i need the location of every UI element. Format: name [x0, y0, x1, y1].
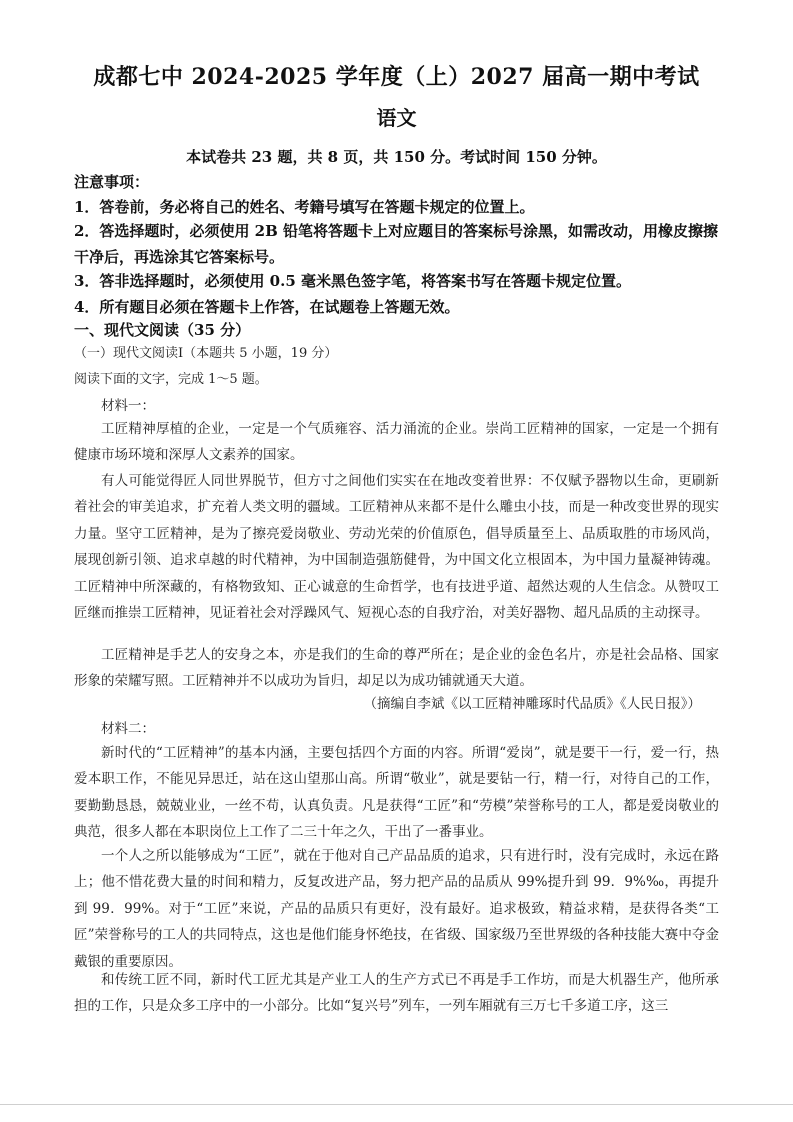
material-1-source: （摘编自李斌《以工匠精神雕琢时代品质》《人民日报》）: [363, 696, 701, 712]
sub-section-heading: （一）现代文阅读Ⅰ（本题共 5 小题，19 分）: [74, 346, 338, 361]
footer-divider: [0, 1104, 793, 1105]
section-heading: 一、现代文阅读（35 分）: [74, 321, 251, 339]
reading-instruction: 阅读下面的文字，完成 1～5 题。: [74, 372, 268, 387]
exam-title: 成都七中 2024-2025 学年度（上）2027 届高一期中考试: [93, 64, 700, 90]
material-2-label: 材料二：: [101, 721, 155, 737]
material-1-paragraph-2: 有人可能觉得匠人同世界脱节，但方寸之间他们实实在在地改变着世界：不仅赋予器物以生命，更刷新着社会的审美追求，扩充着人类文明的疆域。工匠精神从来都不是什么雕虫小技，而是一种改变世界的现实力量。坚守工匠精神，是为了擦亮爱岗敬业、劳动光荣的价值原色，倡导质量至上、品质取胜的市场风尚，展现创新引领、追求卓越的时代精神，为中国制造强筋健骨，为中国文化立根固本，为中国力量凝神铸魂。工匠精神中所深藏的，有格物致知、正心诚意的生命哲学，也有技进乎道、超然达观的人生信念。从赞叹工匠继而推崇工匠精神，见证着社会对浮躁风气、短视心态的自我疗治，对美好器物、超凡品质的主动探寻。: [74, 473, 719, 622]
notice-item-2: 2．答选择题时，必须使用 2B 铅笔将答题卡上对应题目的答案标号涂黑，如需改动，用橡皮擦擦干净后，再选涂其它答案标号。: [74, 222, 719, 266]
material-1-paragraph-1: 工匠精神厚植的企业，一定是一个气质雍容、活力涌流的企业。崇尚工匠精神的国家，一定是一个拥有健康市场环境和深厚人文素养的国家。: [74, 421, 719, 464]
material-2-paragraph-1: 新时代的“工匠精神”的基本内涵，主要包括四个方面的内容。所谓“爱岗”，就是要干一行，爱一行，热爱本职工作，不能见异思迁，站在这山望那山高。所谓“敬业”，就是要钻一行，精一行，对待自己的工作，要勤勤恳恳，兢兢业业，一丝不苟，认真负责。凡是获得“工匠”和“劳模”荣誉称号的工人，都是爱岗敬业的典范，很多人都在本职岗位上工作了二三十年之久，干出了一番事业。: [74, 745, 719, 841]
material-2-paragraph-3: 和传统工匠不同，新时代工匠尤其是产业工人的生产方式已不再是手工作坊，而是大机器生产，他所承担的工作，只是众多工序中的一小部分。比如“复兴号”列车，一列车厢就有三万七千多道工序，这三: [74, 972, 719, 1015]
material-1-paragraph-3: 工匠精神是手艺人的安身之本，亦是我们的生命的尊严所在；是企业的金色名片，亦是社会品格、国家形象的荣耀写照。工匠精神并不以成功为旨归，却足以为成功铺就通天大道。: [74, 647, 719, 690]
notice-item-4: 4．所有题目必须在答题卡上作答，在试题卷上答题无效。: [74, 298, 460, 316]
subject-title: 语文: [376, 106, 417, 130]
notice-item-1: 1．答卷前，务必将自己的姓名、考籍号填写在答题卡规定的位置上。: [74, 198, 535, 216]
notice-heading: 注意事项：: [74, 173, 150, 191]
material-1-label: 材料一：: [101, 398, 155, 414]
notice-item-3: 3．答非选择题时，必须使用 0.5 毫米黑色签字笔，将答案书写在答题卡规定位置。: [74, 272, 631, 290]
exam-info: 本试卷共 23 题，共 8 页，共 150 分。考试时间 150 分钟。: [186, 148, 607, 166]
material-2-paragraph-2: 一个人之所以能够成为“工匠”，就在于他对自己产品品质的追求，只有进行时，没有完成时，永远在路上；他不惜花费大量的时间和精力，反复改进产品，努力把产品的品质从 99%提升到 99．9%‰，再提升到 99．99%。对于“工匠”来说，产品的品质只有更好，没有最好。追求极致，精益求精，是获得各类“工匠”荣誉称号的工人的共同特点，这也是他们能身怀绝技，在省级、国家级乃至世界级的各种技能大赛中夺金戴银的重要原因。: [74, 848, 719, 970]
